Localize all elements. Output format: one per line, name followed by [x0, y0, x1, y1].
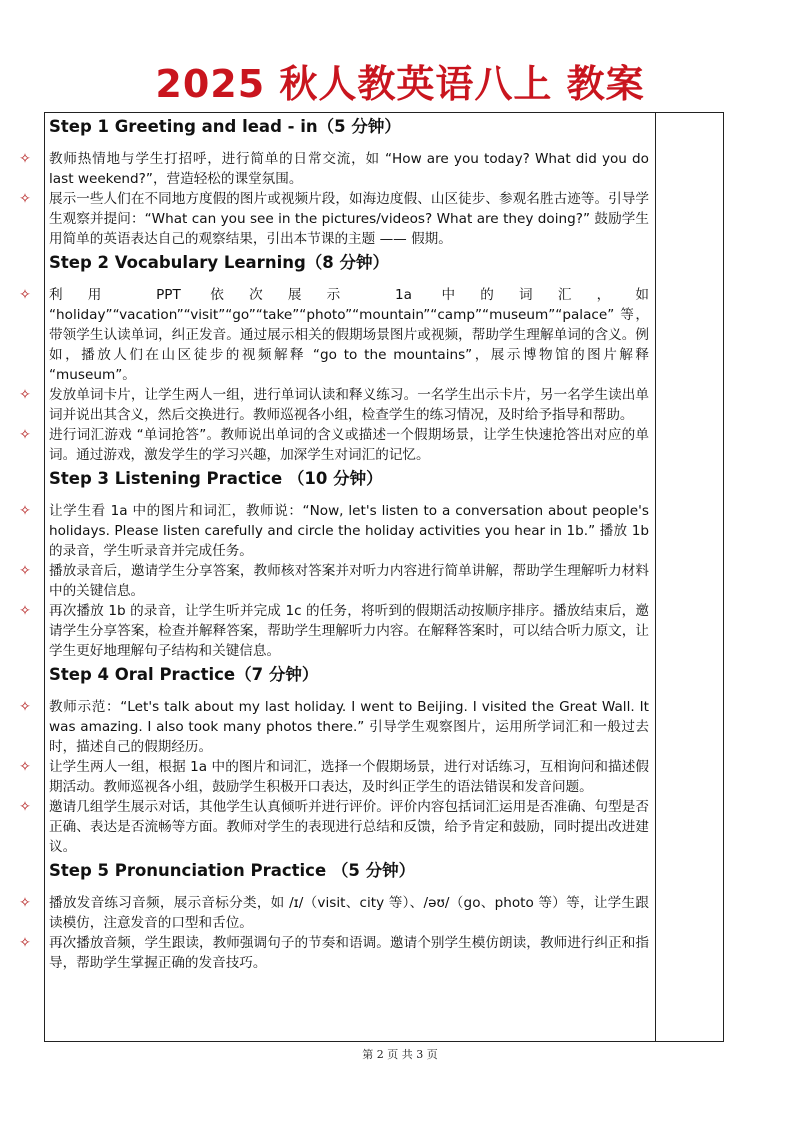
paragraph-text: 展示一些人们在不同地方度假的图片或视频片段，如海边度假、山区徒步、参观名胜古迹等。引导学生观察并提问：“What can you see in the pictures/videos? What are they doing?” 鼓励学生用简单的英语表达自己的观察结果，引出本节课的主题 —— 假期。 — [49, 191, 649, 247]
step-4-paragraph — [19, 797, 649, 857]
step-title: Step 4 Oral Practice（7 分钟） — [49, 665, 319, 684]
diamond-bullet-icon: ✧ — [19, 387, 31, 403]
paragraph-text: 播放录音后，邀请学生分享答案，教师核对答案并对听力内容进行简单讲解，帮助学生理解听力材料中的关键信息。 — [49, 563, 649, 599]
diamond-bullet-icon: ✧ — [19, 287, 31, 303]
paragraph-text: 再次播放音频，学生跟读，教师强调句子的节奏和语调。邀请个别学生模仿朗读，教师进行纠正和指导，帮助学生掌握正确的发音技巧。 — [49, 935, 649, 971]
step-2-paragraph — [19, 425, 649, 465]
paragraph-text: 让学生看 1a 中的图片和词汇，教师说：“Now, let's listen to a conversation about people's holidays. Please listen carefully and circle the holiday activities you hear in 1b.” 播放 1b 的录音，学生听录音并完成任务。 — [49, 503, 649, 559]
paragraph-text: 邀请几组学生展示对话，其他学生认真倾听并进行评价。评价内容包括词汇运用是否准确、句型是否正确、表达是否流畅等方面。教师对学生的表现进行总结和反馈，给予肯定和鼓励，同时提出改进建议。 — [49, 799, 649, 855]
diamond-bullet-icon: ✧ — [19, 799, 31, 815]
step-4-paragraph — [19, 757, 649, 797]
diamond-bullet-icon: ✧ — [19, 935, 31, 951]
step-4-paragraph — [19, 697, 649, 757]
page-title: 2025 秋人教英语八上 教案 — [155, 62, 645, 106]
step-title: Step 2 Vocabulary Learning（8 分钟） — [49, 253, 390, 272]
paragraph-text: 再次播放 1b 的录音，让学生听并完成 1c 的任务，将听到的假期活动按顺序排序。播放结束后，邀请学生分享答案，检查并解释答案，帮助学生理解听力内容。在解释答案时，可以结合听力原文，让学生更好地理解句子结构和关键信息。 — [49, 603, 649, 659]
step-title: Step 5 Pronunciation Practice （5 分钟） — [49, 861, 416, 880]
step-1-paragraph — [19, 149, 649, 189]
step-3 — [19, 467, 649, 661]
paragraph-text: 播放发音练习音频，展示音标分类，如 /ɪ/（visit、city 等）、/əʊ/（go、photo 等）等，让学生跟读模仿，注意发音的口型和舌位。 — [49, 895, 649, 931]
diamond-bullet-icon: ✧ — [19, 427, 31, 443]
diamond-bullet-icon: ✧ — [19, 759, 31, 775]
step-3-paragraph — [19, 501, 649, 561]
diamond-bullet-icon: ✧ — [19, 895, 31, 911]
step-5-paragraph — [19, 893, 649, 933]
step-3-paragraph — [19, 601, 649, 661]
lesson-steps — [19, 113, 649, 973]
diamond-bullet-icon: ✧ — [19, 151, 31, 167]
diamond-bullet-icon: ✧ — [19, 191, 31, 207]
paragraph-text: 利用 PPT 依次展示 1a 中的词汇，如 “holiday”“vacation”“visit”“go”“take”“photo”“mountain”“camp”“museum”“palace” 等，带领学生认读单词，纠正发音。通过展示相关的假期场景图片或视频，帮助学生理解单词的含义。例如，播放人们在山区徒步的视频解释 “go to the mountains”，展示博物馆的图片解释 “museum”。 — [49, 287, 649, 383]
step-3-paragraph — [19, 561, 649, 601]
diamond-bullet-icon: ✧ — [19, 699, 31, 715]
paragraph-text: 发放单词卡片，让学生两人一组，进行单词认读和释义练习。一名学生出示卡片，另一名学生读出单词并说出其含义，然后交换进行。教师巡视各小组，检查学生的练习情况，及时给予指导和帮助。 — [49, 387, 649, 423]
diamond-bullet-icon: ✧ — [19, 603, 31, 619]
step-2 — [19, 251, 649, 465]
diamond-bullet-icon: ✧ — [19, 563, 31, 579]
step-2-paragraph — [19, 385, 649, 425]
paragraph-text: 教师热情地与学生打招呼，进行简单的日常交流，如 “How are you today? What did you do last weekend?”，营造轻松的课堂氛围。 — [49, 151, 649, 187]
paragraph-text: 让学生两人一组，根据 1a 中的图片和词汇，选择一个假期场景，进行对话练习，互相询问和描述假期活动。教师巡视各小组，鼓励学生积极开口表达，及时纠正学生的语法错误和发音问题。 — [49, 759, 649, 795]
step-title: Step 3 Listening Practice （10 分钟） — [49, 469, 383, 488]
notes-column-divider — [655, 113, 656, 1041]
step-5 — [19, 859, 649, 973]
step-title: Step 1 Greeting and lead - in（5 分钟） — [49, 117, 401, 136]
lesson-plan-table — [19, 112, 724, 1042]
step-2-paragraph — [19, 285, 649, 385]
page-footer: 第 2 页 共 3 页 — [362, 1048, 438, 1061]
paragraph-text: 教师示范：“Let's talk about my last holiday. I went to Beijing. I visited the Great Wall. It was amazing. I also took many photos there.” 引导学生观察图片，运用所学词汇和一般过去时，描述自己的假期经历。 — [49, 699, 649, 755]
step-1-paragraph — [19, 189, 649, 249]
step-1 — [19, 115, 649, 249]
step-5-paragraph — [19, 933, 649, 973]
step-4 — [19, 663, 649, 857]
diamond-bullet-icon: ✧ — [19, 503, 31, 519]
paragraph-text: 进行词汇游戏 “单词抢答”。教师说出单词的含义或描述一个假期场景，让学生快速抢答出对应的单词。通过游戏，激发学生的学习兴趣，加深学生对词汇的记忆。 — [49, 427, 649, 463]
